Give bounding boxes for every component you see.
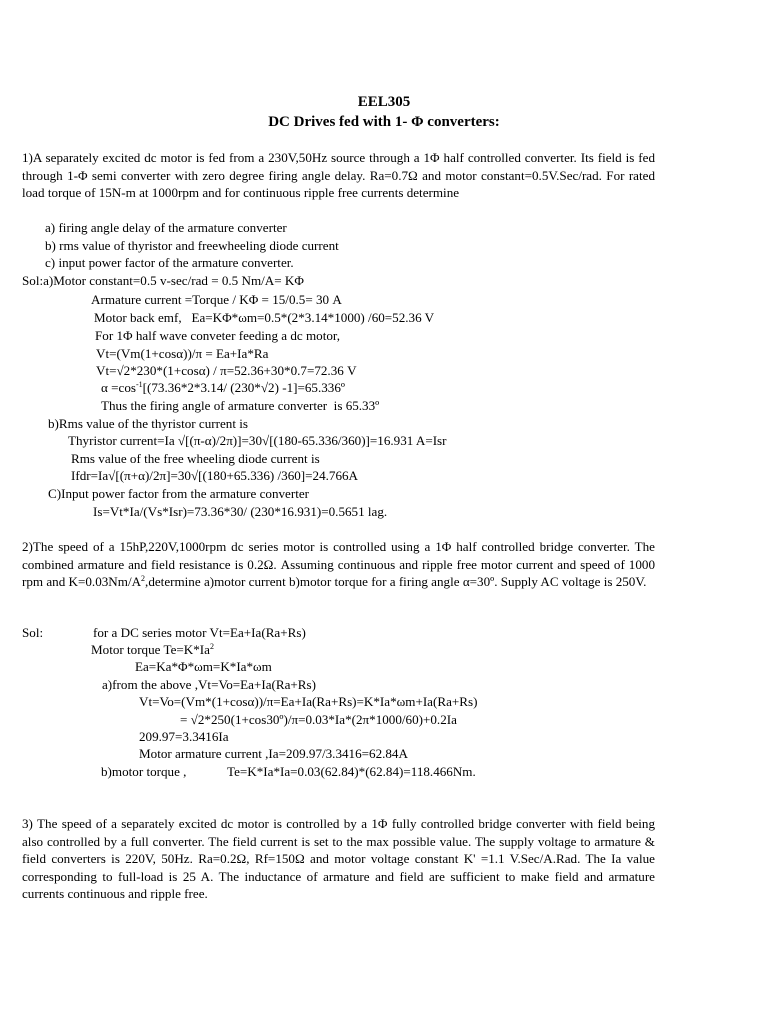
q2-sol-line: Te=K*Ia*Ia=0.03(62.84)*(62.84)=118.466Nm. bbox=[227, 764, 476, 779]
q1-sol-line: Motor back emf, Ea=KΦ*ωm=0.5*(2*3.14*1000) /60=52.36 V bbox=[94, 310, 435, 325]
q1-sol-line: Thyristor current=Ia √[(π-α)/2π)]=30√[(180-65.336/360)]=16.931 A=Isr bbox=[68, 433, 447, 448]
q2-sol-line: b)motor torque , bbox=[101, 764, 187, 779]
q1-statement: 1)A separately excited dc motor is fed from a 230V,50Hz source through a 1Φ half controlled converter. Its field is fed through 1-Φ semi converter with zero degree firing angle delay. Ra=0.7Ω and motor constant=0.5V.Sec/rad. For rated load torque of 15N-m at 1000rpm and for continuous ripple free currents determine bbox=[22, 150, 655, 200]
q1-sol-line: Vt=√2*230*(1+cosα) / π=52.36+30*0.7=72.36 V bbox=[96, 363, 357, 378]
q2-sol-line: = √2*250(1+cos30º)/π=0.03*Ia*(2π*1000/60)+0.2Ia bbox=[180, 712, 457, 727]
q1-part-b: b) rms value of thyristor and freewheeling diode current bbox=[45, 238, 339, 253]
q2-sol-line: for a DC series motor Vt=Ea+Ia(Ra+Rs) bbox=[93, 625, 306, 640]
q1-sol-line: b)Rms value of the thyristor current is bbox=[48, 416, 248, 431]
q2-sol-line: 209.97=3.3416Ia bbox=[139, 729, 229, 744]
q2-sol-line: Motor torque $Te=K*Ia^2$ bbox=[91, 642, 214, 657]
q2-statement: 2)The speed of a 15hP,220V,1000rpm dc series motor is controlled using a 1Φ half controlled bridge converter. The combined armature and field resistance is 0.2Ω. Assuming continuous and ripple free motor current and speed of 1000 rpm and $K=0.03Nm/A^2,determine$ a)motor current b)motor torque for a firing angle α=30º. Supply AC voltage is 250V. bbox=[22, 539, 655, 589]
document-title: DC Drives fed with 1- Φ converters: bbox=[268, 114, 500, 130]
q1-sol-line: $\alpha =\cos^{-1}[(73.36*2*3.14/$ (230*√2) -1]=65.336º bbox=[101, 380, 345, 395]
q2-sol-label: Sol: bbox=[22, 625, 44, 640]
q2-sol-line: Motor armature current ,Ia=209.97/3.3416=62.84A bbox=[139, 746, 408, 761]
q3-statement: 3) The speed of a separately excited dc motor is controlled by a 1Φ fully controlled bridge converter with field being also controlled by a full converter. The field current is set to the max possible value. The supply voltage to armature & field converters is 220V, 50Hz. Ra=0.2Ω, Rf=150Ω and motor voltage constant K' =1.1 V.Sec/A.Rad. The Ia value corresponding to full-load is 25 A. The inductance of armature and field are sufficient to make field and armature currents continuous and ripple free. bbox=[22, 816, 655, 901]
q1-sol-line: Is=Vt*Ia/(Vs*Isr)=73.36*30/ (230*16.931)=0.5651 lag. bbox=[93, 504, 388, 519]
q1-sol-line: Rms value of the free wheeling diode current is bbox=[71, 451, 320, 466]
q1-sol-line: Armature current =Torque / KΦ = 15/0.5= 30 A bbox=[91, 292, 342, 307]
q1-sol-line: Vt=(Vm(1+cosα))/π = Ea+Ia*Ra bbox=[96, 346, 269, 361]
q2-sol-line: Vt=Vo=(Vm*(1+cosα))/π=Ea+Ia(Ra+Rs)=K*Ia*ωm+Ia(Ra+Rs) bbox=[139, 694, 478, 709]
q1-sol-line: C)Input power factor from the armature converter bbox=[48, 486, 310, 501]
course-code: EEL305 bbox=[357, 94, 411, 110]
q1-sol-line: Ifdr=Ia√[(π+α)/2π]=30√[(180+65.336) /360]=24.766A bbox=[71, 468, 359, 483]
q2-sol-line: Ea=Ka*Φ*ωm=K*Ia*ωm bbox=[135, 659, 272, 674]
q1-part-a: a) firing angle delay of the armature converter bbox=[45, 220, 287, 235]
q1-part-c: c) input power factor of the armature converter. bbox=[45, 255, 294, 270]
q1-sol-line: For 1Φ half wave conveter feeding a dc motor, bbox=[95, 328, 341, 343]
q1-sol-line: Sol:a)Motor constant=0.5 v-sec/rad = 0.5 Nm/A= KΦ bbox=[22, 273, 304, 288]
q1-sol-line: Thus the firing angle of armature converter is 65.33º bbox=[101, 398, 380, 413]
q2-sol-line: a)from the above ,Vt=Vo=Ea+Ia(Ra+Rs) bbox=[102, 677, 317, 692]
